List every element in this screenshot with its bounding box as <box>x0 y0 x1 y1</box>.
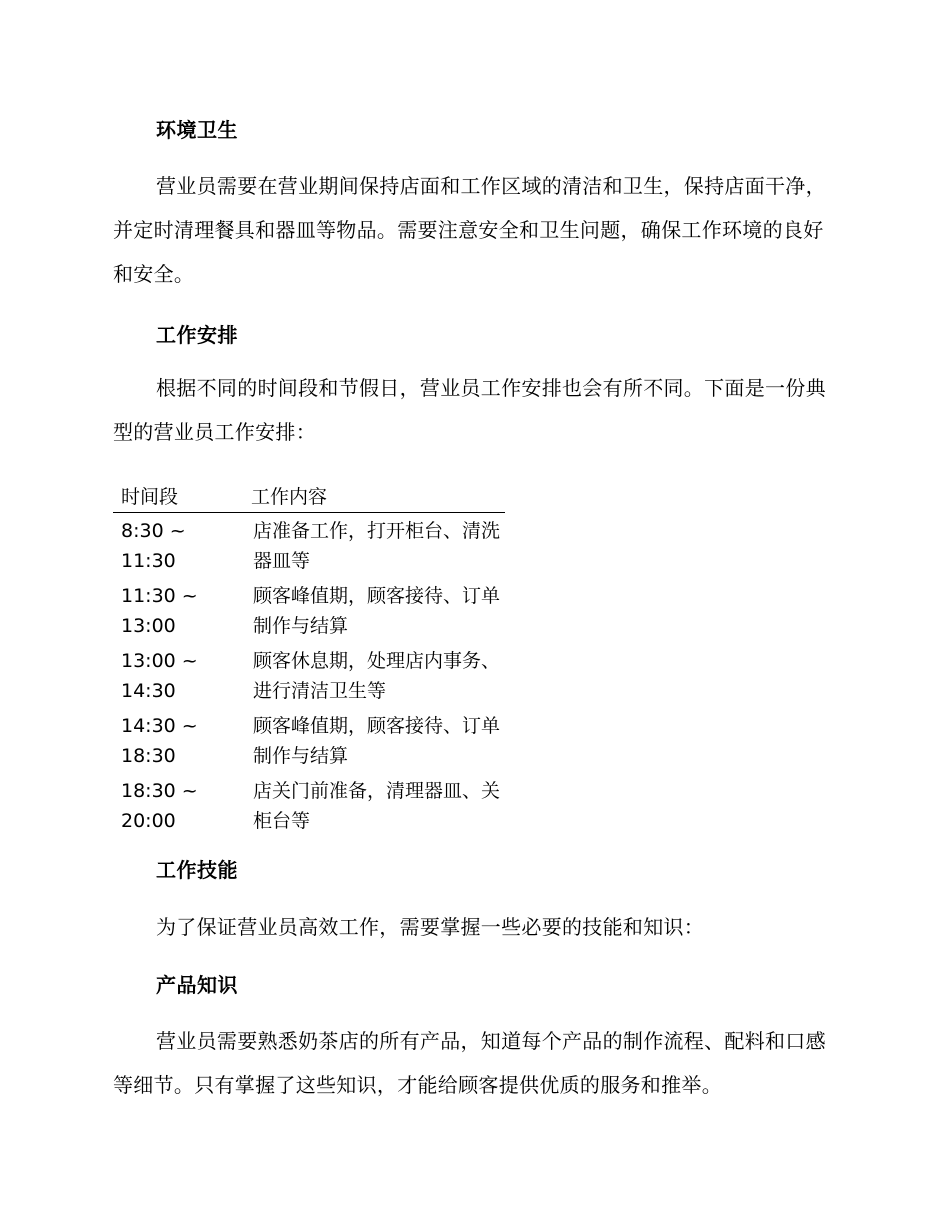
table-row <box>113 773 505 838</box>
table-row <box>113 513 505 579</box>
paragraph-work-schedule: 根据不同的时间段和节假日，营业员工作安排也会有所不同。下面是一份典型的营业员工作安排： <box>113 376 826 444</box>
section-title-skills: 工作技能 <box>156 858 238 882</box>
section-title-work-schedule: 工作安排 <box>156 323 238 347</box>
schedule-table <box>113 482 505 838</box>
paragraph-product-knowledge: 营业员需要熟悉奶茶店的所有产品，知道每个产品的制作流程、配料和口感等细节。只有掌握了这些知识，才能给顾客提供优质的服务和推举。 <box>113 1029 826 1097</box>
row-content: 顾客峰值期，顾客接待、订单制作与结算 <box>253 585 501 637</box>
table-header-row <box>113 482 505 513</box>
table-row <box>113 578 505 643</box>
row-time: 11:30 ~ 13:00 <box>121 585 198 637</box>
row-time: 8:30 ~ 11:30 <box>121 520 186 572</box>
section-title-environment: 环境卫生 <box>156 118 238 142</box>
header-time: 时间段 <box>113 482 243 513</box>
paragraph-skills: 为了保证营业员高效工作，需要掌握一些必要的技能和知识： <box>156 915 705 939</box>
table-row <box>113 643 505 708</box>
paragraph-environment: 营业员需要在营业期间保持店面和工作区域的清洁和卫生，保持店面干净，并定时清理餐具和器皿等物品。需要注意安全和卫生问题，确保工作环境的良好和安全。 <box>113 174 826 286</box>
header-content: 工作内容 <box>243 482 505 513</box>
row-content: 店准备工作，打开柜台、清洗器皿等 <box>253 520 501 572</box>
row-content: 顾客峰值期，顾客接待、订单制作与结算 <box>253 715 501 767</box>
row-time: 14:30 ~ 18:30 <box>121 715 198 767</box>
row-content: 顾客休息期，处理店内事务、进行清洁卫生等 <box>253 650 501 702</box>
row-time: 18:30 ~ 20:00 <box>121 780 198 832</box>
section-title-product-knowledge: 产品知识 <box>156 973 238 997</box>
table-row <box>113 708 505 773</box>
row-time: 13:00 ~ 14:30 <box>121 650 198 702</box>
row-content: 店关门前准备，清理器皿、关柜台等 <box>253 780 501 832</box>
